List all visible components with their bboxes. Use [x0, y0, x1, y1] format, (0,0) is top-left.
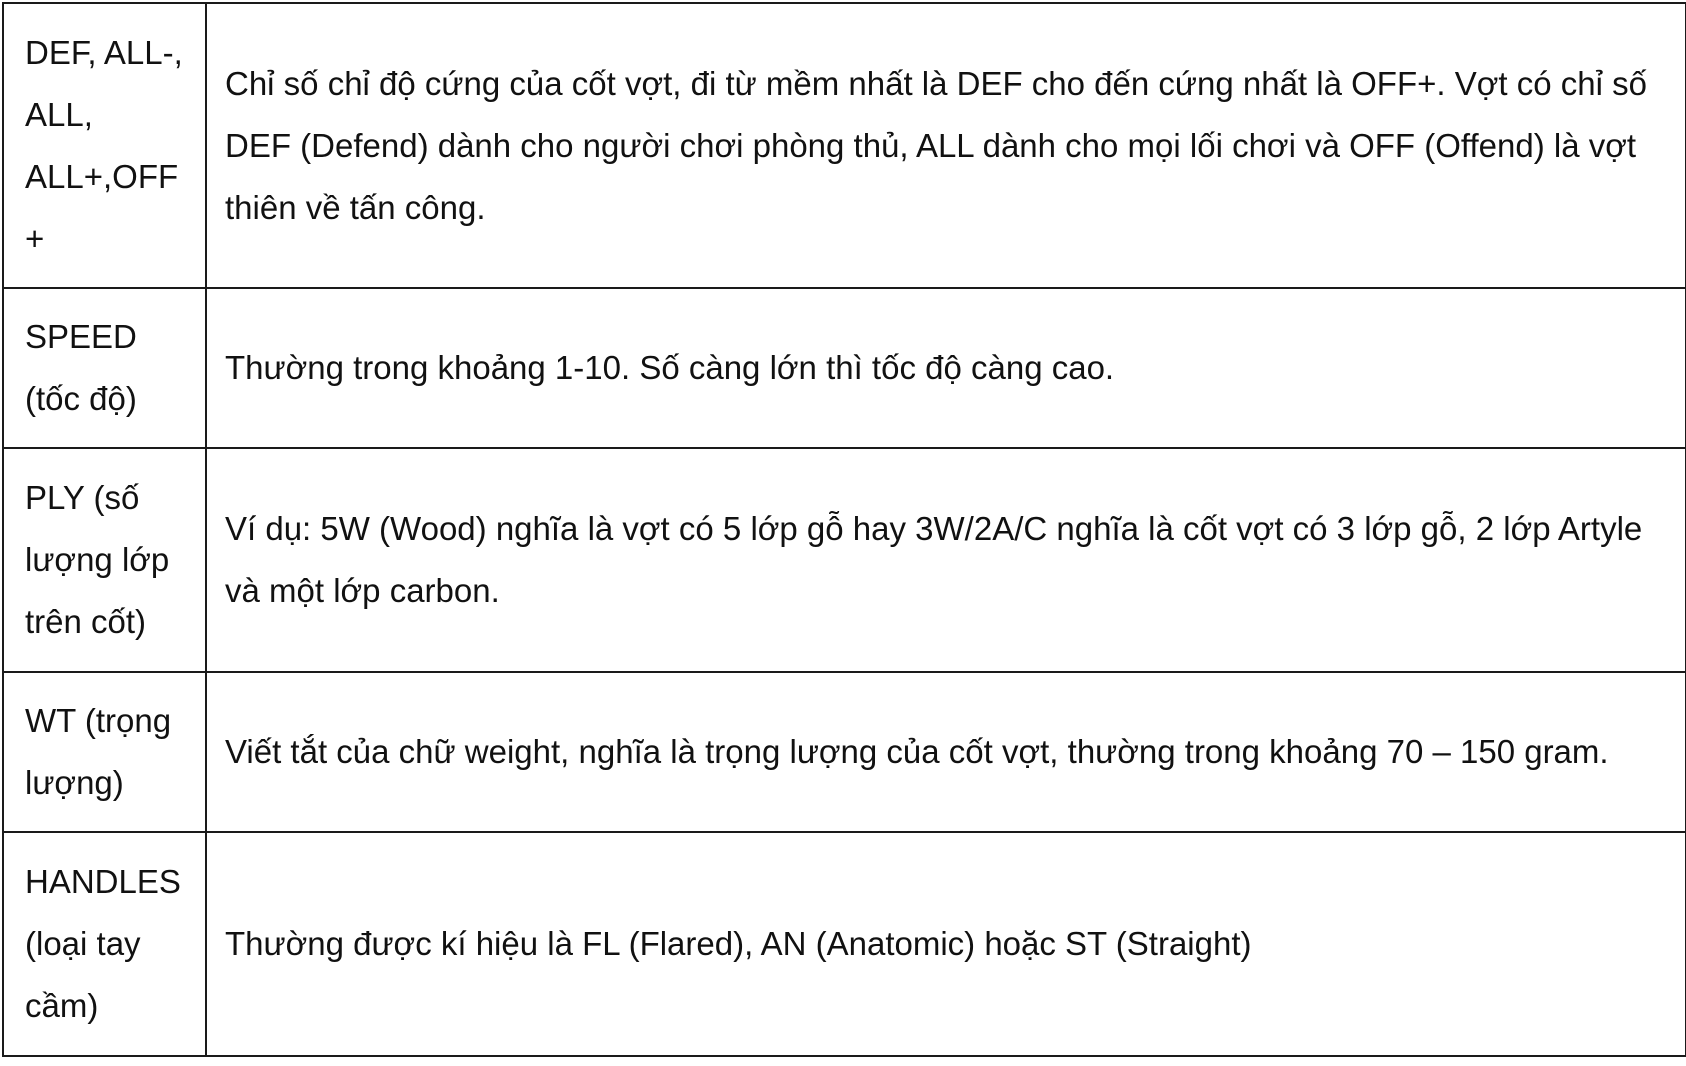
- term-label: DEF, ALL-, ALL, ALL+,OFF +: [25, 33, 183, 257]
- table-row: [3, 3, 1686, 288]
- specification-table: [2, 2, 1686, 1057]
- term-cell: [3, 288, 206, 448]
- term-cell: [3, 832, 206, 1056]
- term-label: HANDLES (loại tay cầm): [25, 863, 181, 1024]
- table-row: [3, 832, 1686, 1056]
- description-text: Ví dụ: 5W (Wood) nghĩa là vợt có 5 lớp gỗ hay 3W/2A/C nghĩa là cốt vợt có 3 lớp gỗ, 2 lớp Artyle và một lớp carbon.: [225, 510, 1643, 609]
- term-label: SPEED (tốc độ): [25, 318, 137, 417]
- description-text: Chỉ số chỉ độ cứng của cốt vợt, đi từ mềm nhất là DEF cho đến cứng nhất là OFF+. Vợt có chỉ số DEF (Defend) dành cho người chơi phòng thủ, ALL dành cho mọi lối chơi và OFF (Offend) là vợt thiên về tấn công.: [225, 64, 1647, 226]
- table-row: [3, 448, 1686, 672]
- term-label: PLY (số lượng lớp trên cốt): [25, 479, 170, 640]
- term-cell: [3, 672, 206, 832]
- term-cell: [3, 3, 206, 288]
- description-cell: [206, 3, 1686, 288]
- description-text: Thường được kí hiệu là FL (Flared), AN (Anatomic) hoặc ST (Straight): [225, 925, 1252, 962]
- table-row: [3, 672, 1686, 832]
- term-cell: [3, 448, 206, 672]
- description-cell: [206, 832, 1686, 1056]
- description-text: Thường trong khoảng 1-10. Số càng lớn thì tốc độ càng cao.: [225, 349, 1115, 386]
- table-row: [3, 288, 1686, 448]
- description-text: Viết tắt của chữ weight, nghĩa là trọng lượng của cốt vợt, thường trong khoảng 70 – 150 gram.: [225, 733, 1609, 770]
- description-cell: [206, 672, 1686, 832]
- description-cell: [206, 448, 1686, 672]
- term-label: WT (trọng lượng): [25, 702, 172, 801]
- description-cell: [206, 288, 1686, 448]
